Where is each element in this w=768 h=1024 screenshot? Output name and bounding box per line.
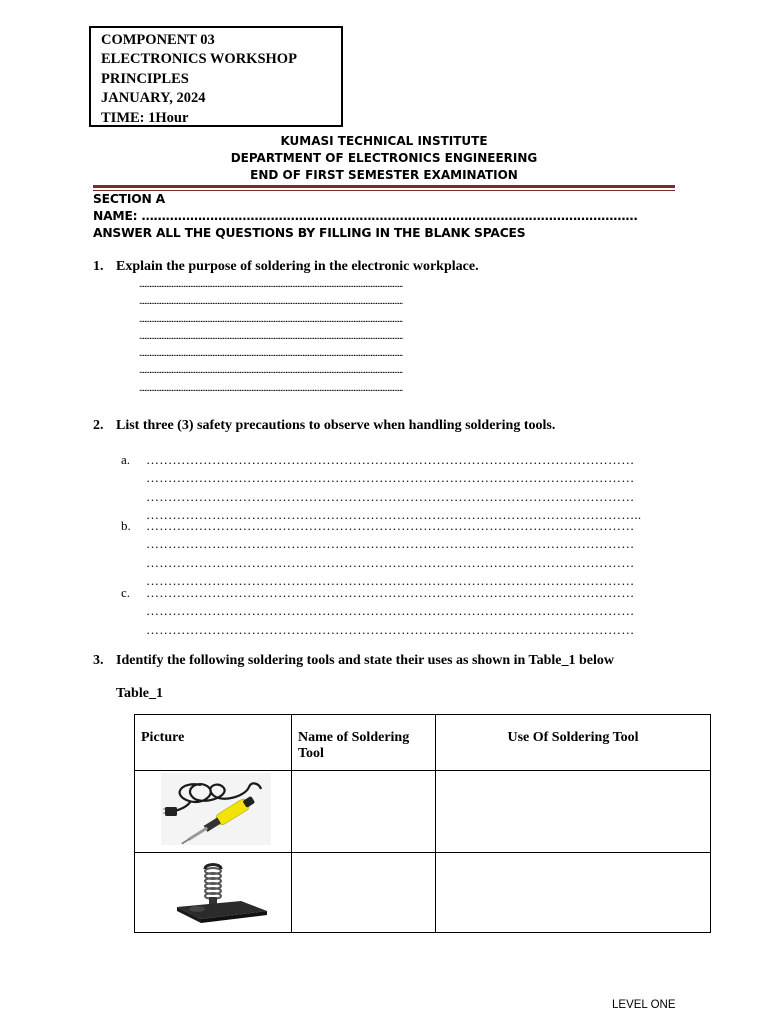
tool-name-cell[interactable] [292, 853, 436, 933]
answer-line[interactable]: ………………………………………………………………………………………………… [146, 452, 635, 467]
table-caption: Table_1 [116, 686, 163, 701]
header-tool-name: Name of Soldering Tool [292, 715, 436, 771]
exam-time: TIME: 1Hour [101, 109, 189, 126]
institute-title: KUMASI TECHNICAL INSTITUTE [280, 134, 488, 148]
component-number: COMPONENT 03 [101, 32, 215, 48]
subject-line-2: PRINCIPLES [101, 70, 189, 87]
answer-block-a[interactable] [121, 451, 673, 525]
exam-title: END OF FIRST SEMESTER EXAMINATION [250, 168, 518, 182]
question-2 [93, 418, 555, 434]
answer-letter: a. [121, 452, 131, 467]
answer-line[interactable]: ........................................................................................................................................................... [139, 279, 403, 290]
answer-line[interactable]: ………………………………………………………………………………………………… [146, 488, 635, 504]
answer-letter: c. [121, 585, 131, 600]
answer-line[interactable]: ........................................................................................................................................................... [139, 365, 403, 377]
tool-use-cell[interactable] [436, 853, 711, 933]
picture-cell [135, 771, 292, 853]
tool-name-cell[interactable] [292, 771, 436, 853]
answer-line[interactable]: ........................................................................................................................................................... [139, 348, 403, 360]
question-number: 3. [93, 653, 104, 668]
answer-line[interactable]: ........................................................................................................................................................... [139, 330, 403, 342]
answer-line[interactable]: ………………………………………………………………………………………………… [146, 603, 635, 619]
answer-line[interactable]: ………………………………………………………………………………………………… [146, 554, 635, 570]
subject-line-1: ELECTRONICS WORKSHOP [101, 51, 297, 68]
answer-line[interactable]: ………………………………………………………………………………………………… [146, 585, 635, 600]
component-info-box [89, 26, 343, 127]
header-rule-thin [93, 190, 675, 191]
answer-line[interactable]: ........................................................................................................................................................... [139, 296, 403, 308]
answer-line[interactable]: ………………………………………………………………………………………………… [146, 536, 635, 552]
soldering-tools-table [134, 714, 711, 933]
question-1 [93, 259, 479, 275]
question-1-answer-area[interactable] [139, 276, 675, 397]
answer-line[interactable]: ........................................................................................................................................................... [139, 313, 403, 325]
question-text: Identify the following soldering tools and state their uses as shown in Table_1 below [116, 653, 614, 668]
exam-date: JANUARY, 2024 [101, 90, 206, 107]
soldering-iron-image [161, 773, 271, 845]
tool-use-cell[interactable] [436, 771, 711, 853]
answer-line[interactable]: ………………………………………………………………………………………………… [146, 573, 635, 589]
header-tool-use: Use Of Soldering Tool [436, 715, 711, 771]
picture-cell [135, 853, 292, 933]
soldering-stand-image [171, 861, 271, 923]
answer-line[interactable]: ………………………………………………………………………………………………… [146, 470, 635, 486]
question-text: List three (3) safety precautions to observe when handling soldering tools. [116, 418, 556, 433]
question-3 [93, 653, 614, 669]
answer-block-c[interactable] [121, 584, 673, 639]
question-text: Explain the purpose of soldering in the electronic workplace. [116, 259, 479, 274]
answer-line[interactable]: ………………………………………………………………………………………………… [146, 621, 635, 637]
answer-block-b[interactable] [121, 517, 673, 591]
answer-line[interactable]: ………………………………………………………………………………………………….. [146, 507, 642, 523]
answer-line[interactable]: ………………………………………………………………………………………………… [146, 518, 635, 533]
question-number: 2. [93, 418, 104, 433]
question-number: 1. [93, 259, 104, 274]
footer-level: LEVEL ONE [612, 999, 676, 1011]
header-rule-thick [93, 185, 675, 188]
answer-letter: b. [121, 518, 131, 533]
header-picture: Picture [135, 715, 292, 771]
name-field[interactable]: NAME: …………………………………………………………………………………………………………… [93, 209, 638, 223]
instruction-text: ANSWER ALL THE QUESTIONS BY FILLING IN THE BLANK SPACES [93, 226, 526, 240]
answer-line[interactable]: ........................................................................................................................................................... [139, 382, 403, 394]
section-title: SECTION A [93, 192, 165, 206]
department-title: DEPARTMENT OF ELECTRONICS ENGINEERING [230, 151, 538, 165]
